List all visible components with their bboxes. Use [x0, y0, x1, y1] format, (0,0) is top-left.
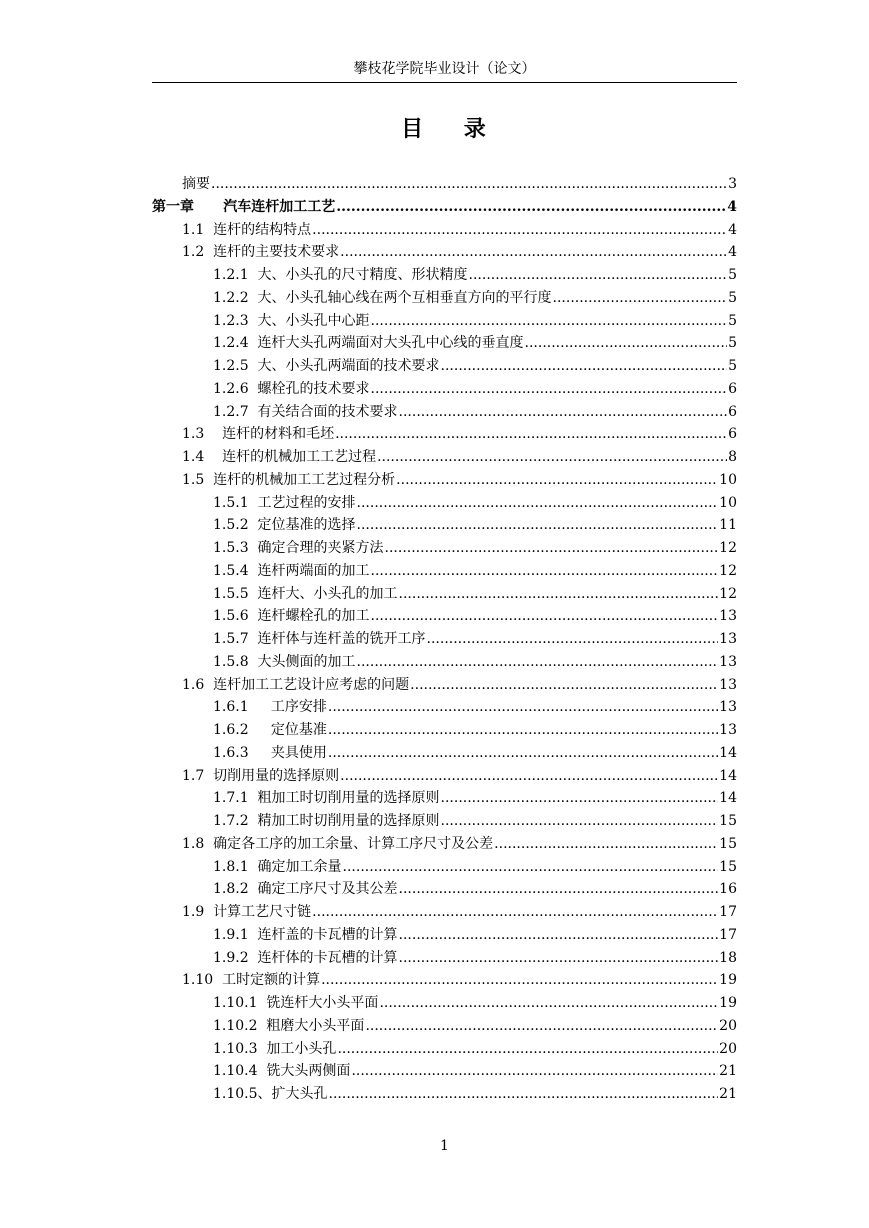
- toc-entry-label: 1.2.3 大、小头孔中心距: [213, 312, 370, 329]
- dot-leader: [396, 472, 718, 488]
- dot-leader: [335, 426, 727, 442]
- toc-entry[interactable]: [152, 287, 737, 310]
- toc-entry[interactable]: [152, 492, 737, 515]
- toc-entry-label: 1.10 工时定额的计算: [182, 972, 321, 989]
- toc-entry-page: 10: [719, 494, 737, 511]
- toc-entry-page: 20: [719, 1017, 737, 1034]
- toc-entry[interactable]: [152, 196, 737, 219]
- toc-entry-page: 13: [719, 653, 737, 670]
- running-header: 攀枝花学院毕业设计（论文）: [353, 61, 536, 77]
- toc-entry-label: 1.2.1 大、小头孔的尺寸精度、形状精度: [213, 267, 468, 283]
- toc-entry-label: 1.10.3 加工小头孔: [213, 1040, 337, 1057]
- toc-entry-label: 1.6.1 工序安排: [213, 699, 327, 716]
- toc-entry[interactable]: [152, 355, 737, 378]
- toc-entry-page: 12: [719, 585, 737, 602]
- toc-entry-page: 21: [719, 1086, 737, 1102]
- toc-entry-page: 5: [728, 335, 737, 352]
- toc-entry-label: 1.2.2 大、小头孔轴心线在两个互相垂直方向的平行度: [213, 289, 552, 306]
- toc-entry-label: 1.2.4 连杆大头孔两端面对大头孔中心线的垂直度: [213, 335, 524, 352]
- toc-entry[interactable]: [152, 241, 737, 264]
- toc-entry-label: 1.7.2 精加工时切削用量的选择原则: [213, 813, 440, 829]
- toc-entry-page: 14: [719, 790, 737, 807]
- dot-leader: [399, 927, 719, 943]
- toc-entry[interactable]: [152, 742, 737, 765]
- toc-entry[interactable]: [152, 901, 737, 924]
- dot-leader: [371, 608, 719, 624]
- toc-entry[interactable]: [152, 1060, 737, 1083]
- toc-entry-page: 14: [719, 767, 737, 784]
- toc-entry-page: 12: [719, 562, 737, 579]
- dot-leader: [211, 176, 727, 192]
- dot-leader: [379, 995, 718, 1011]
- toc-entry-page: 11: [719, 517, 737, 534]
- dot-leader: [427, 631, 719, 647]
- toc-entry-label: 1.2.7 有关结合面的技术要求: [213, 403, 398, 420]
- toc-entry-label: 1.5.1 工艺过程的安排: [213, 494, 356, 511]
- toc-entry-page: 13: [719, 676, 737, 693]
- toc-entry-page: 5: [728, 267, 737, 283]
- toc-entry-page: 13: [719, 722, 737, 738]
- dot-leader: [365, 1018, 718, 1034]
- dot-leader: [357, 495, 719, 511]
- toc-entry[interactable]: [152, 310, 737, 333]
- dot-leader: [441, 358, 728, 374]
- toc-entry-page: 19: [719, 972, 737, 989]
- toc-entry-page: 6: [728, 380, 737, 397]
- dot-leader: [441, 813, 719, 829]
- dot-leader: [312, 904, 718, 920]
- dot-leader: [441, 790, 719, 806]
- dot-leader: [399, 950, 719, 966]
- toc-entry[interactable]: [152, 992, 737, 1015]
- toc-entry-label: 1.5 连杆的机械加工工艺过程分析: [182, 471, 396, 488]
- dot-leader: [351, 1063, 718, 1079]
- toc-entry-page: 5: [728, 358, 737, 374]
- toc-entry-label: 1.5.3 确定合理的夹紧方法: [213, 540, 384, 556]
- toc-entry[interactable]: [152, 878, 737, 901]
- toc-entry-page: 6: [728, 403, 737, 420]
- toc-entry-label: 1.8.2 确定工序尺寸及其公差: [213, 881, 398, 898]
- toc-entry[interactable]: [152, 378, 737, 401]
- toc-entry-page: 12: [719, 540, 737, 556]
- dot-leader: [328, 699, 718, 715]
- toc-entry-label: 1.10.5、扩大头孔: [213, 1086, 328, 1102]
- dot-leader: [371, 313, 728, 329]
- dot-leader: [329, 1086, 719, 1102]
- toc-entry-label: 1.4 连杆的机械加工工艺过程: [182, 449, 377, 465]
- dot-leader: [357, 654, 719, 670]
- toc-entry-page: 4: [728, 244, 737, 261]
- toc-entry[interactable]: [152, 787, 737, 810]
- dot-leader: [328, 745, 718, 761]
- dot-leader: [340, 244, 727, 260]
- table-of-contents: [152, 173, 737, 1106]
- toc-entry[interactable]: [152, 514, 737, 537]
- toc-entry-label: 1.5.8 大头侧面的加工: [213, 653, 356, 670]
- toc-entry-page: 13: [719, 631, 737, 647]
- toc-entry[interactable]: [152, 924, 737, 947]
- toc-entry-label: 1.7.1 粗加工时切削用量的选择原则: [213, 790, 440, 807]
- toc-entry[interactable]: [152, 969, 737, 992]
- toc-entry[interactable]: [152, 628, 737, 651]
- toc-entry-page: 4: [728, 221, 737, 238]
- dot-leader: [343, 859, 719, 875]
- dot-leader: [399, 586, 719, 602]
- toc-entry-label: 1.10.2 粗磨大小头平面: [213, 1017, 365, 1034]
- toc-entry-page: 8: [728, 449, 737, 465]
- toc-entry-label: 1.5.6 连杆螺栓孔的加工: [213, 608, 370, 625]
- toc-entry[interactable]: [152, 219, 737, 242]
- toc-entry[interactable]: [152, 651, 737, 674]
- toc-entry[interactable]: [152, 446, 737, 469]
- toc-entry[interactable]: [152, 423, 737, 446]
- toc-entry-label: 1.2.6 螺栓孔的技术要求: [213, 380, 370, 397]
- toc-entry-page: 13: [719, 608, 737, 625]
- toc-entry-page: 13: [719, 699, 737, 716]
- toc-entry[interactable]: [152, 469, 737, 492]
- dot-leader: [385, 540, 719, 556]
- toc-entry[interactable]: [152, 765, 737, 788]
- dot-leader: [553, 290, 728, 306]
- dot-leader: [357, 517, 719, 533]
- toc-entry-page: 15: [719, 835, 737, 852]
- toc-entry-page: 16: [719, 881, 737, 898]
- toc-entry-page: 14: [719, 744, 737, 761]
- dot-leader: [494, 836, 718, 852]
- dot-leader: [399, 881, 719, 897]
- toc-entry[interactable]: [152, 264, 737, 287]
- toc-entry-label: 1.6.2 定位基准: [213, 722, 327, 738]
- dot-leader: [525, 335, 728, 351]
- dot-leader: [371, 563, 719, 579]
- toc-entry-label: 1.10.4 铣大头两侧面: [213, 1063, 351, 1080]
- toc-entry-label: 1.10.1 铣连杆大小头平面: [213, 995, 379, 1011]
- dot-leader: [328, 722, 718, 738]
- dot-leader: [377, 449, 727, 465]
- toc-entry-page: 17: [719, 926, 737, 943]
- toc-entry-label: 1.9 计算工艺尺寸链: [182, 904, 312, 920]
- toc-entry-label: 1.5.4 连杆两端面的加工: [213, 562, 370, 579]
- toc-entry[interactable]: [152, 856, 737, 879]
- toc-entry-label: 1.8.1 确定加工余量: [213, 858, 342, 875]
- toc-entry[interactable]: [152, 332, 737, 355]
- toc-entry-label: 1.9.1 连杆盖的卡瓦槽的计算: [213, 926, 398, 943]
- toc-entry[interactable]: [152, 605, 737, 628]
- toc-entry[interactable]: [152, 560, 737, 583]
- toc-entry-label: 1.1 连杆的结构特点: [182, 221, 312, 238]
- toc-entry[interactable]: [152, 173, 737, 196]
- toc-entry-page: 10: [719, 471, 737, 488]
- dot-leader: [340, 768, 718, 784]
- toc-entry-label: 1.6 连杆加工工艺设计应考虑的问题: [182, 676, 410, 693]
- toc-entry[interactable]: [152, 401, 737, 424]
- dot-leader: [371, 381, 728, 397]
- toc-entry[interactable]: [152, 947, 737, 970]
- toc-entry-page: 5: [728, 312, 737, 329]
- toc-entry[interactable]: [152, 696, 737, 719]
- toc-entry-label: 1.2.5 大、小头孔两端面的技术要求: [213, 358, 440, 374]
- toc-entry-page: 3: [728, 176, 737, 192]
- toc-entry[interactable]: [152, 674, 737, 697]
- toc-entry-label: 摘要: [182, 176, 210, 192]
- toc-entry-page: 18: [719, 949, 737, 966]
- toc-entry-page: 15: [719, 813, 737, 829]
- toc-entry-page: 19: [719, 995, 737, 1011]
- page-title: 目 录: [401, 116, 488, 142]
- toc-entry-page: 15: [719, 858, 737, 875]
- toc-entry[interactable]: [152, 583, 737, 606]
- toc-entry-label: 1.3 连杆的材料和毛坯: [182, 426, 335, 443]
- toc-entry-page: 6: [728, 426, 737, 443]
- toc-entry-page: 21: [719, 1063, 737, 1080]
- toc-entry[interactable]: [152, 1038, 737, 1061]
- toc-entry-label: 1.2 连杆的主要技术要求: [182, 244, 340, 261]
- toc-entry-page: 5: [728, 289, 737, 306]
- toc-entry[interactable]: [152, 719, 737, 742]
- toc-entry[interactable]: [152, 1083, 737, 1106]
- toc-entry[interactable]: [152, 1015, 737, 1038]
- toc-entry[interactable]: [152, 810, 737, 833]
- toc-entry-label: 1.6.3 夹具使用: [213, 744, 327, 761]
- toc-entry[interactable]: [152, 537, 737, 560]
- toc-entry-label: 1.5.7 连杆体与连杆盖的铣开工序: [213, 631, 426, 647]
- dot-leader: [312, 222, 727, 238]
- toc-entry-label: 1.5.5 连杆大、小头孔的加工: [213, 585, 398, 602]
- toc-entry-page: 20: [719, 1040, 737, 1057]
- toc-entry-label: 1.7 切削用量的选择原则: [182, 767, 340, 784]
- toc-entry-label: 1.8 确定各工序的加工余量、计算工序尺寸及公差: [182, 835, 494, 852]
- dot-leader: [469, 267, 728, 283]
- dot-leader: [336, 199, 726, 215]
- toc-entry-page: 4: [727, 198, 737, 215]
- dot-leader: [399, 404, 728, 420]
- dot-leader: [410, 677, 718, 693]
- dot-leader: [321, 972, 718, 988]
- page-number: 1: [440, 1138, 449, 1154]
- toc-entry-label: 1.5.2 定位基准的选择: [213, 517, 356, 534]
- dot-leader: [337, 1041, 718, 1057]
- toc-entry-label: 第一章 汽车连杆加工工艺: [152, 198, 336, 215]
- header-divider: [152, 82, 737, 83]
- toc-entry[interactable]: [152, 833, 737, 856]
- toc-entry-label: 1.9.2 连杆体的卡瓦槽的计算: [213, 949, 398, 966]
- toc-entry-page: 17: [719, 904, 737, 920]
